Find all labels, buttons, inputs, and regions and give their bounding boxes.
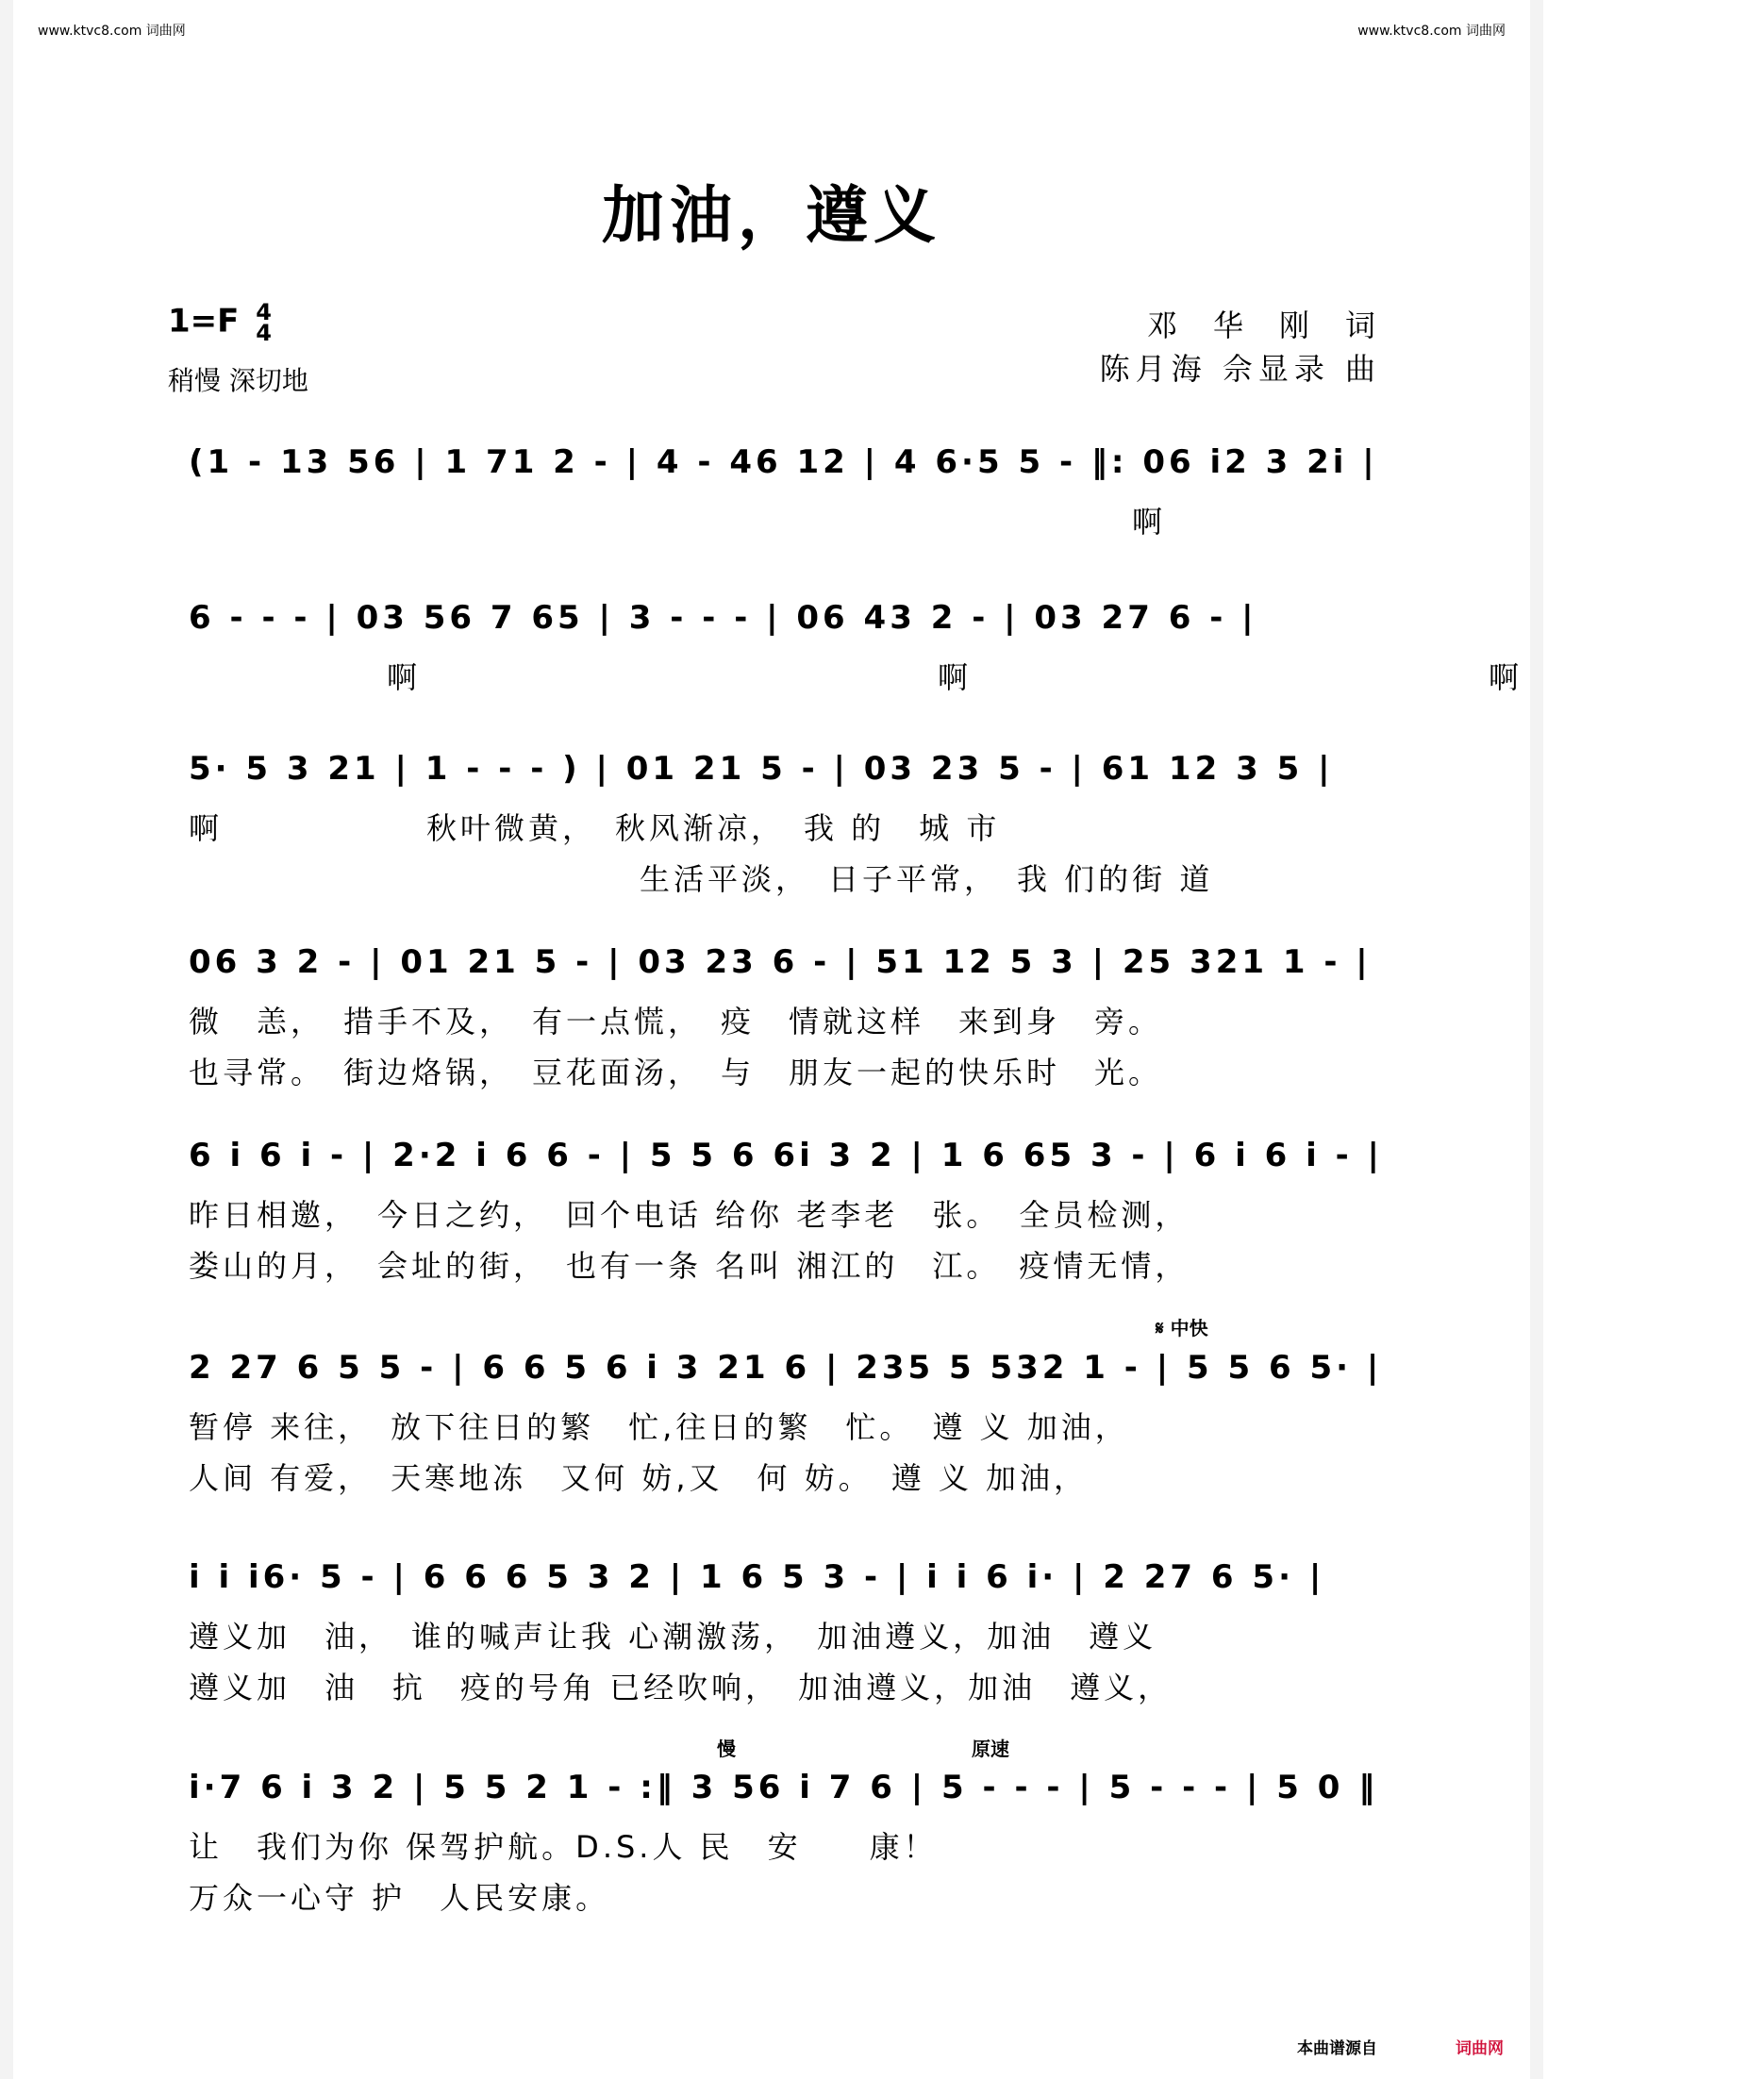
notation-line: i i i6· 5 - | 6 6 6 5 3 2 | 1 6 5 3 - | i i 6 i· | 2 27 6 5· | [189, 1558, 1325, 1596]
score-system [189, 943, 1387, 1092]
lyric-line-1: 让 我们为你 保驾护航。D.S.人 民 安 康！ [189, 1829, 938, 1865]
notation-line: 5· 5 3 21 | 1 - - - ) | 01 21 5 - | 03 23 5 - | 61 12 3 5 | [189, 750, 1334, 788]
notation-line: 6 i 6 i - | 2·2 i 6 6 - | 5 5 6 6i 3 2 | 1 6 65 3 - | 6 i 6 i - | [189, 1137, 1383, 1174]
lyric-line-2: 生活平淡， 日子平常， 我 们的街 道 [640, 861, 1214, 897]
notation-line: 6 - - - | 03 56 7 65 | 3 - - - | 06 43 2 - | 03 27 6 - | [189, 599, 1257, 637]
score-system [189, 443, 1387, 541]
lyric-line-1: 啊 啊 啊 [387, 659, 1764, 695]
notation-line: 06 3 2 - | 01 21 5 - | 03 23 6 - | 51 12 5 3 | 25 321 1 - | [189, 943, 1372, 981]
lyric-line-1: 暂停 来往， 放下往日的繁 忙,往日的繁 忙。 遵 义 加油， [189, 1409, 1129, 1445]
notation-line: (1 - 13 56 | 1 71 2 - | 4 - 46 12 | 4 6·5 5 - ‖: 06 i2 3 2i | [189, 443, 1378, 481]
time-signature [256, 299, 272, 346]
lyric-line-2: 遵义加 油 抗 疫的号角 已经吹响， 加油遵义，加油 遵义， [189, 1670, 1173, 1705]
time-signature-top: 4 [256, 299, 272, 325]
footer-site-logo[interactable]: 词曲网 [1456, 2039, 1504, 2058]
score-system [189, 750, 1387, 899]
notation-line: 2 27 6 5 5 - | 6 6 5 6 i 3 21 6 | 235 5 532 1 - | 5 5 6 5· | [189, 1349, 1383, 1387]
notation-line: i·7 6 i 3 2 | 5 5 2 1 - :‖ 3 56 i 7 6 | 5 - - - | 5 - - - | 5 0 ‖ [189, 1769, 1379, 1806]
slow-mark: 慢 [717, 1738, 736, 1760]
lyric-line-2: 也寻常。 街边烙锅， 豆花面汤， 与 朋友一起的快乐时 光。 [189, 1055, 1163, 1090]
time-signature-bottom: 4 [256, 320, 272, 346]
lyric-line-1: 啊 秋叶微黄， 秋风渐凉， 我 的 城 市 [189, 810, 1001, 846]
lyric-line-2: 娄山的月， 会址的街， 也有一条 名叫 湘江的 江。 疫情无情， [189, 1248, 1190, 1284]
key-signature [168, 299, 272, 346]
header-right-site: www.ktvc8.com 词曲网 [1357, 24, 1506, 39]
lyric-line-1: 啊 [1132, 504, 1167, 540]
lyric-line-2: 万众一心守 护 人民安康。 [189, 1880, 610, 1916]
right-margin-strip [1530, 0, 1543, 2079]
original-tempo-mark: 原速 [972, 1738, 1009, 1760]
song-title: 加油，遵义 [602, 179, 941, 252]
lyric-line-2: 人间 有爱， 天寒地冻 又何 妨,又 何 妨。 遵 义 加油， [189, 1460, 1089, 1496]
lyricist-credit: 邓华刚词 [1146, 308, 1411, 343]
score-system [189, 1349, 1387, 1498]
tempo-marking: 稍慢 深切地 [168, 365, 308, 396]
score-system [189, 599, 1764, 697]
score-system [189, 1769, 1387, 1918]
footer-source-text: 本曲谱源自 [1297, 2039, 1377, 2058]
left-margin-strip [0, 0, 13, 2079]
composer-credit: 陈月海 佘显录 曲 [1099, 351, 1381, 387]
lyric-line-1: 微 恙， 措手不及， 有一点慌， 疫 情就这样 来到身 旁。 [189, 1004, 1163, 1040]
lyric-line-1: 遵义加 油， 谁的喊声让我 心潮激荡， 加油遵义，加油 遵义 [189, 1619, 1157, 1655]
segno-mark: 𝄋 中快 [1156, 1317, 1208, 1339]
lyric-line-1: 昨日相邀， 今日之约， 回个电话 给你 老李老 张。 全员检测， [189, 1197, 1190, 1233]
score-system [189, 1137, 1387, 1286]
score-system [189, 1558, 1387, 1707]
key-text: 1=F [168, 302, 240, 341]
header-left-site: www.ktvc8.com 词曲网 [38, 24, 186, 39]
